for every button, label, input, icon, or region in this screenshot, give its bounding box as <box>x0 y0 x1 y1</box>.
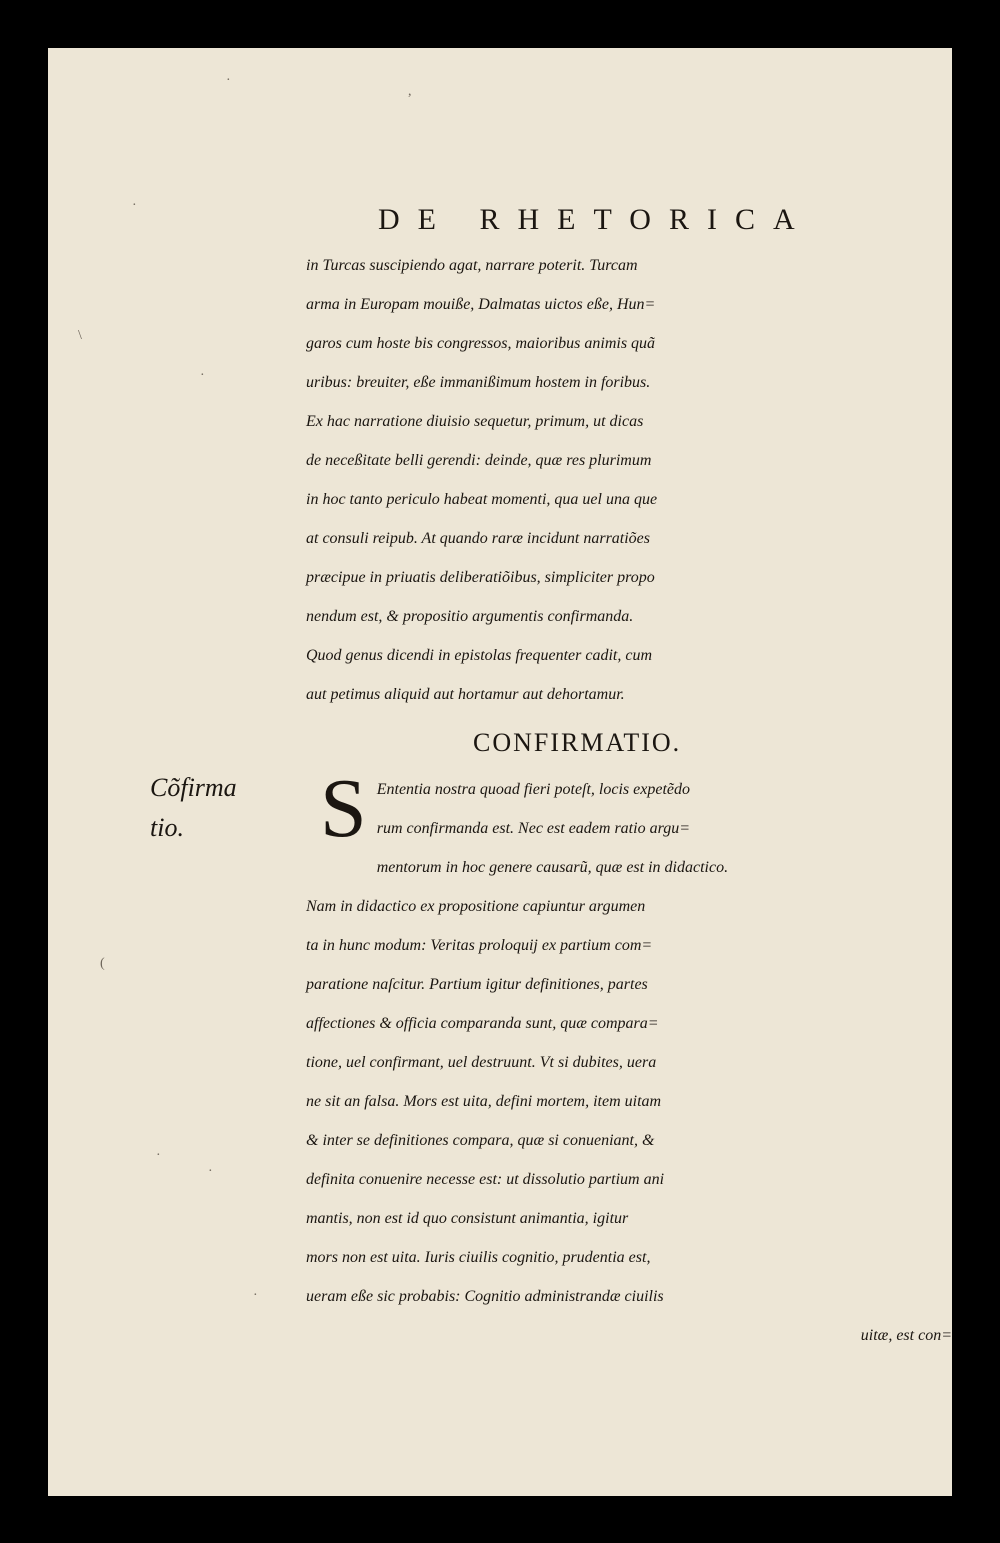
book-page <box>48 48 952 1496</box>
text-line: in Turcas suscipiendo agat, narrare poterit. Turcam <box>306 257 638 274</box>
text-line: at consuli reipub. At quando raræ incidunt narratiões <box>306 530 651 547</box>
text-line: aut petimus aliquid aut hortamur aut dehortamur. <box>306 686 625 703</box>
paper-speck: · <box>208 1164 213 1179</box>
paper-speck: \ <box>78 328 82 343</box>
margin-note-line: tio. <box>150 813 184 842</box>
text-line: Ex hac narratione diuisio sequetur, primum, ut dicas <box>306 413 644 430</box>
paper-speck: · <box>156 1148 161 1163</box>
text-line: Nam in didactico ex propositione capiuntur argumen <box>306 898 646 915</box>
text-line: garos cum hoste bis congressos, maioribus animis quã <box>306 335 656 352</box>
text-line: nendum est, & propositio argumentis confirmanda. <box>306 608 634 625</box>
text-line: affectiones & officia comparanda sunt, quæ compara= <box>306 1015 659 1032</box>
paper-speck: ( <box>100 956 105 971</box>
text-line: ueram eße sic probabis: Cognitio administrandæ ciuilis <box>306 1288 664 1305</box>
text-line: præcipue in priuatis deliberatiõibus, simpliciter propo <box>306 569 655 586</box>
drop-cap: S <box>320 762 367 855</box>
text-line: Ententia nostra quoad fieri poteſt, locis expetẽdo <box>376 781 690 798</box>
paper-speck: , <box>408 84 412 99</box>
text-line: rum confirmanda est. Nec est eadem ratio argu= <box>376 820 690 837</box>
text-line: tione, uel confirmant, uel destruunt. Vt si dubites, uera <box>306 1054 657 1071</box>
margin-note-line: Cõfirma <box>150 773 237 802</box>
margin-note <box>150 768 237 848</box>
text-line: in hoc tanto periculo habeat momenti, qua uel una que <box>306 491 658 508</box>
paper-speck: · <box>226 73 231 88</box>
text-line: definita conuenire necesse est: ut dissolutio partium ani <box>306 1171 665 1188</box>
text-line: uribus: breuiter, eße immanißimum hostem in foribus. <box>306 374 651 391</box>
text-line: mentorum in hoc genere causarũ, quæ est in didactico. <box>376 859 729 876</box>
paper-speck: · <box>132 198 137 213</box>
text-line: mors non est uita. Iuris ciuilis cognitio, prudentia est, <box>306 1249 651 1266</box>
text-line: ne sit an falsa. Mors est uita, defini mortem, item uitam <box>306 1093 662 1110</box>
paragraph-confirmatio <box>306 762 952 1355</box>
text-line: arma in Europam mouiße, Dalmatas uictos eße, Hun= <box>306 296 656 313</box>
paper-speck: · <box>253 1288 258 1303</box>
text-line: Quod genus dicendi in epistolas frequenter cadit, cum <box>306 647 653 664</box>
catchword: uitæ, est con= <box>860 1327 952 1344</box>
text-line: paratione naſcitur. Partium igitur definitiones, partes <box>306 976 648 993</box>
running-header: DE RHETORICA <box>378 203 813 236</box>
text-line: & inter se definitiones compara, quæ si conueniant, & <box>306 1132 655 1149</box>
text-line: de neceßitate belli gerendi: deinde, quæ res plurimum <box>306 452 652 469</box>
text-line: ta in hunc modum: Veritas proloquij ex partium com= <box>306 937 653 954</box>
paper-speck: · <box>200 368 205 383</box>
section-heading: CONFIRMATIO. <box>473 728 682 757</box>
text-line: mantis, non est id quo consistunt animantia, igitur <box>306 1210 629 1227</box>
paragraph-narratio <box>306 246 952 714</box>
